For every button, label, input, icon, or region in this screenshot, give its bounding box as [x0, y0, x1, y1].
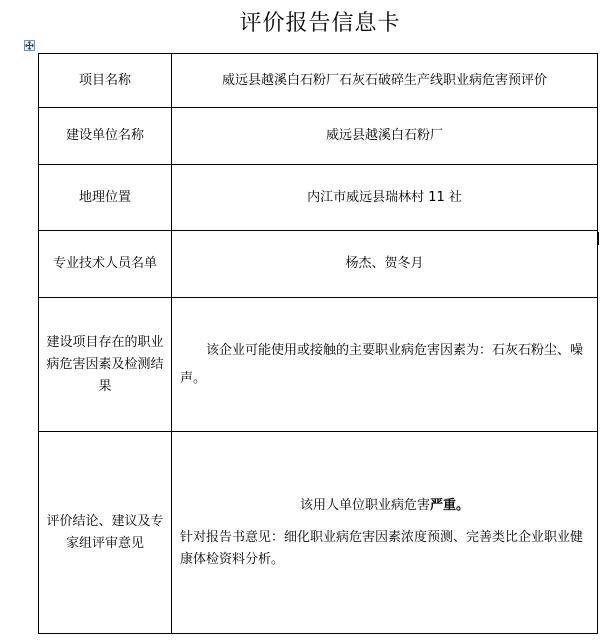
table-row-project-name	[39, 54, 598, 108]
move-arrows-icon	[25, 41, 34, 50]
conclusion-statement-emphasis: 严重。	[430, 497, 470, 513]
unit-name-label: 建设单位名称	[39, 108, 172, 165]
conclusion-label: 评价结论、建议及专家组评审意见	[39, 432, 172, 634]
expert-opinion: 针对报告书意见：细化职业病危害因素浓度预测、完善类比企业职业健康体检资料分析。	[180, 529, 584, 567]
staff-value[interactable]: 杨杰、贺冬月	[172, 231, 598, 298]
hazard-factors-label: 建设项目存在的职业病危害因素及检测结果	[39, 298, 172, 432]
page-title: 评价报告信息卡	[239, 11, 401, 36]
conclusion-cell[interactable]	[172, 432, 598, 634]
project-name-label: 项目名称	[39, 54, 172, 108]
unit-name-value[interactable]: 威远县越溪白石粉厂	[172, 108, 598, 165]
conclusion-statement-prefix: 该用人单位职业病危害	[299, 497, 430, 513]
hazard-factors-cell[interactable]	[172, 298, 598, 432]
conclusion-statement	[180, 495, 589, 517]
project-name-value[interactable]: 威远县越溪白石粉厂石灰石破碎生产线职业病危害预评价	[172, 54, 598, 108]
text-cursor	[597, 232, 599, 245]
table-row-unit-name	[39, 108, 598, 165]
table-row-conclusion	[39, 432, 598, 634]
hazard-factors-value: 该企业可能使用或接触的主要职业病危害因素为：石灰石粉尘、噪声。	[180, 342, 584, 386]
location-value[interactable]: 内江市威远县瑞林村 11 社	[172, 165, 598, 231]
table-move-handle-icon[interactable]	[24, 40, 35, 51]
location-label: 地理位置	[39, 165, 172, 231]
table-row-location	[39, 165, 598, 231]
info-card-table	[38, 53, 598, 634]
table-row-staff	[39, 231, 598, 298]
table-row-hazard-factors	[39, 298, 598, 432]
staff-label: 专业技术人员名单	[39, 231, 172, 298]
